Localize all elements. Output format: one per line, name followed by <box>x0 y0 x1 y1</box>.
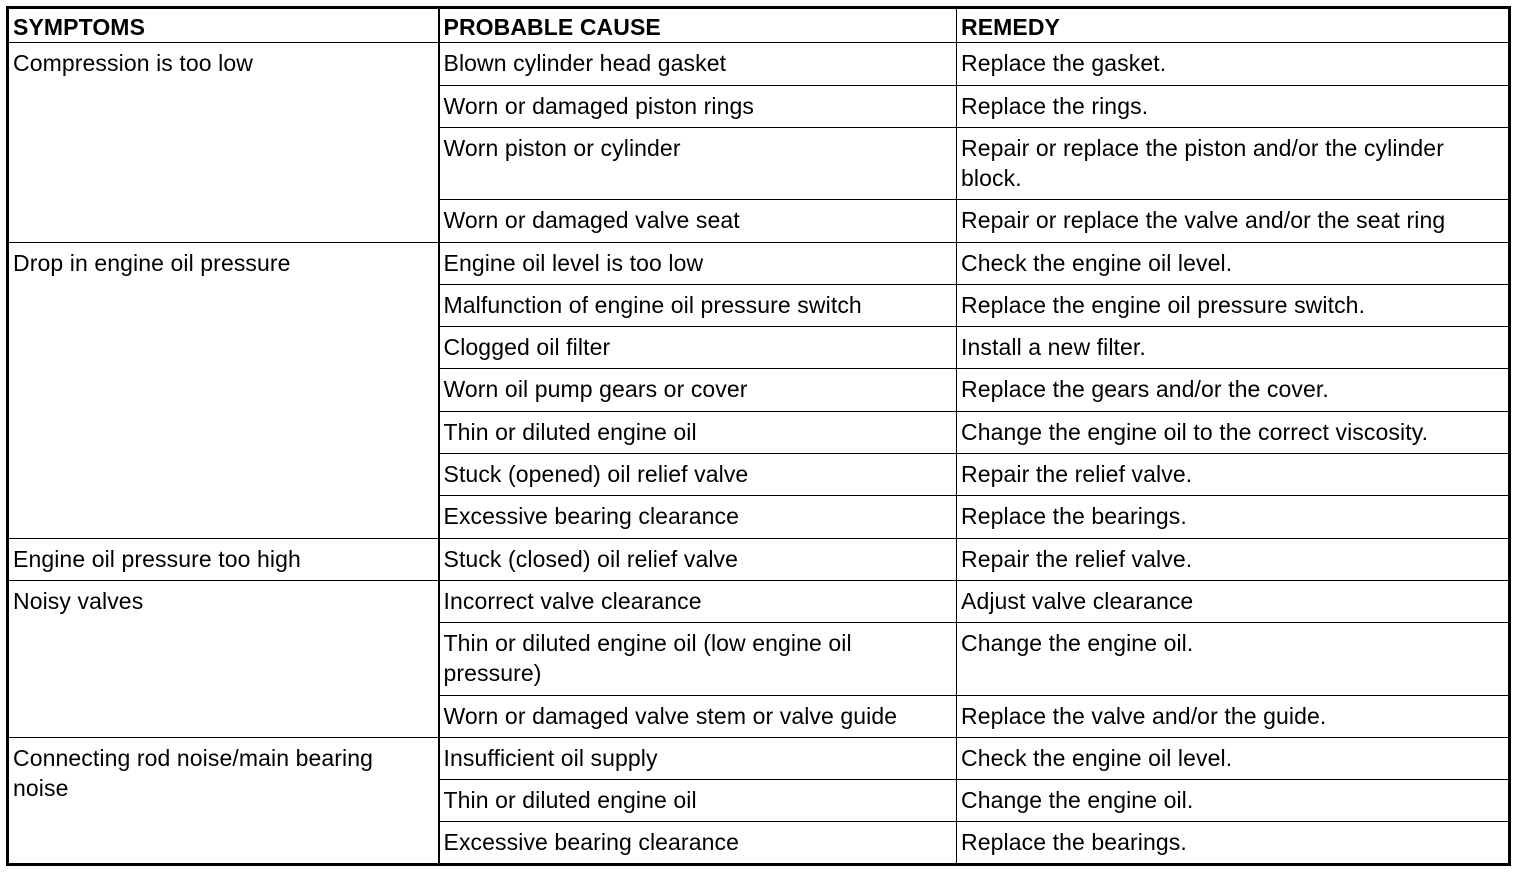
remedy-cell: Change the engine oil. <box>957 780 1510 822</box>
cause-cell: Thin or diluted engine oil <box>439 780 957 822</box>
remedy-cell: Install a new filter. <box>957 327 1510 369</box>
symptom-cell: Noisy valves <box>8 580 439 737</box>
remedy-cell: Check the engine oil level. <box>957 737 1510 779</box>
remedy-cell: Repair or replace the valve and/or the seat ring <box>957 200 1510 242</box>
remedy-cell: Adjust valve clearance <box>957 580 1510 622</box>
symptom-cell: Connecting rod noise/main bearing noise <box>8 737 439 864</box>
cause-cell: Incorrect valve clearance <box>439 580 957 622</box>
symptom-cell: Compression is too low <box>8 43 439 242</box>
cause-cell: Excessive bearing clearance <box>439 496 957 538</box>
remedy-cell: Repair the relief valve. <box>957 538 1510 580</box>
cause-cell: Blown cylinder head gasket <box>439 43 957 85</box>
cause-cell: Insufficient oil supply <box>439 737 957 779</box>
remedy-cell: Replace the gasket. <box>957 43 1510 85</box>
cause-cell: Worn or damaged valve seat <box>439 200 957 242</box>
troubleshooting-table <box>6 6 1511 866</box>
cause-cell: Malfunction of engine oil pressure switch <box>439 284 957 326</box>
cause-cell: Clogged oil filter <box>439 327 957 369</box>
remedy-cell: Replace the engine oil pressure switch. <box>957 284 1510 326</box>
cause-cell: Thin or diluted engine oil (low engine oil pressure) <box>439 623 957 696</box>
remedy-cell: Check the engine oil level. <box>957 242 1510 284</box>
table-row <box>8 242 1510 284</box>
cause-cell: Worn oil pump gears or cover <box>439 369 957 411</box>
cause-cell: Excessive bearing clearance <box>439 822 957 865</box>
remedy-cell: Replace the gears and/or the cover. <box>957 369 1510 411</box>
cause-cell: Stuck (opened) oil relief valve <box>439 453 957 495</box>
symptom-cell: Engine oil pressure too high <box>8 538 439 580</box>
table-row <box>8 580 1510 622</box>
table-row <box>8 538 1510 580</box>
remedy-cell: Change the engine oil. <box>957 623 1510 696</box>
remedy-cell: Repair or replace the piston and/or the cylinder block. <box>957 127 1510 200</box>
cause-cell: Thin or diluted engine oil <box>439 411 957 453</box>
cause-cell: Worn or damaged valve stem or valve guide <box>439 695 957 737</box>
cause-cell: Engine oil level is too low <box>439 242 957 284</box>
remedy-cell: Repair the relief valve. <box>957 453 1510 495</box>
header-remedy: REMEDY <box>957 8 1510 43</box>
remedy-cell: Replace the bearings. <box>957 496 1510 538</box>
remedy-cell: Change the engine oil to the correct viscosity. <box>957 411 1510 453</box>
remedy-cell: Replace the bearings. <box>957 822 1510 865</box>
cause-cell: Stuck (closed) oil relief valve <box>439 538 957 580</box>
table-row <box>8 43 1510 85</box>
header-probable-cause: PROBABLE CAUSE <box>439 8 957 43</box>
header-symptoms: SYMPTOMS <box>8 8 439 43</box>
remedy-cell: Replace the valve and/or the guide. <box>957 695 1510 737</box>
header-row <box>8 8 1510 43</box>
cause-cell: Worn or damaged piston rings <box>439 85 957 127</box>
table-row <box>8 737 1510 779</box>
remedy-cell: Replace the rings. <box>957 85 1510 127</box>
symptom-cell: Drop in engine oil pressure <box>8 242 439 538</box>
cause-cell: Worn piston or cylinder <box>439 127 957 200</box>
